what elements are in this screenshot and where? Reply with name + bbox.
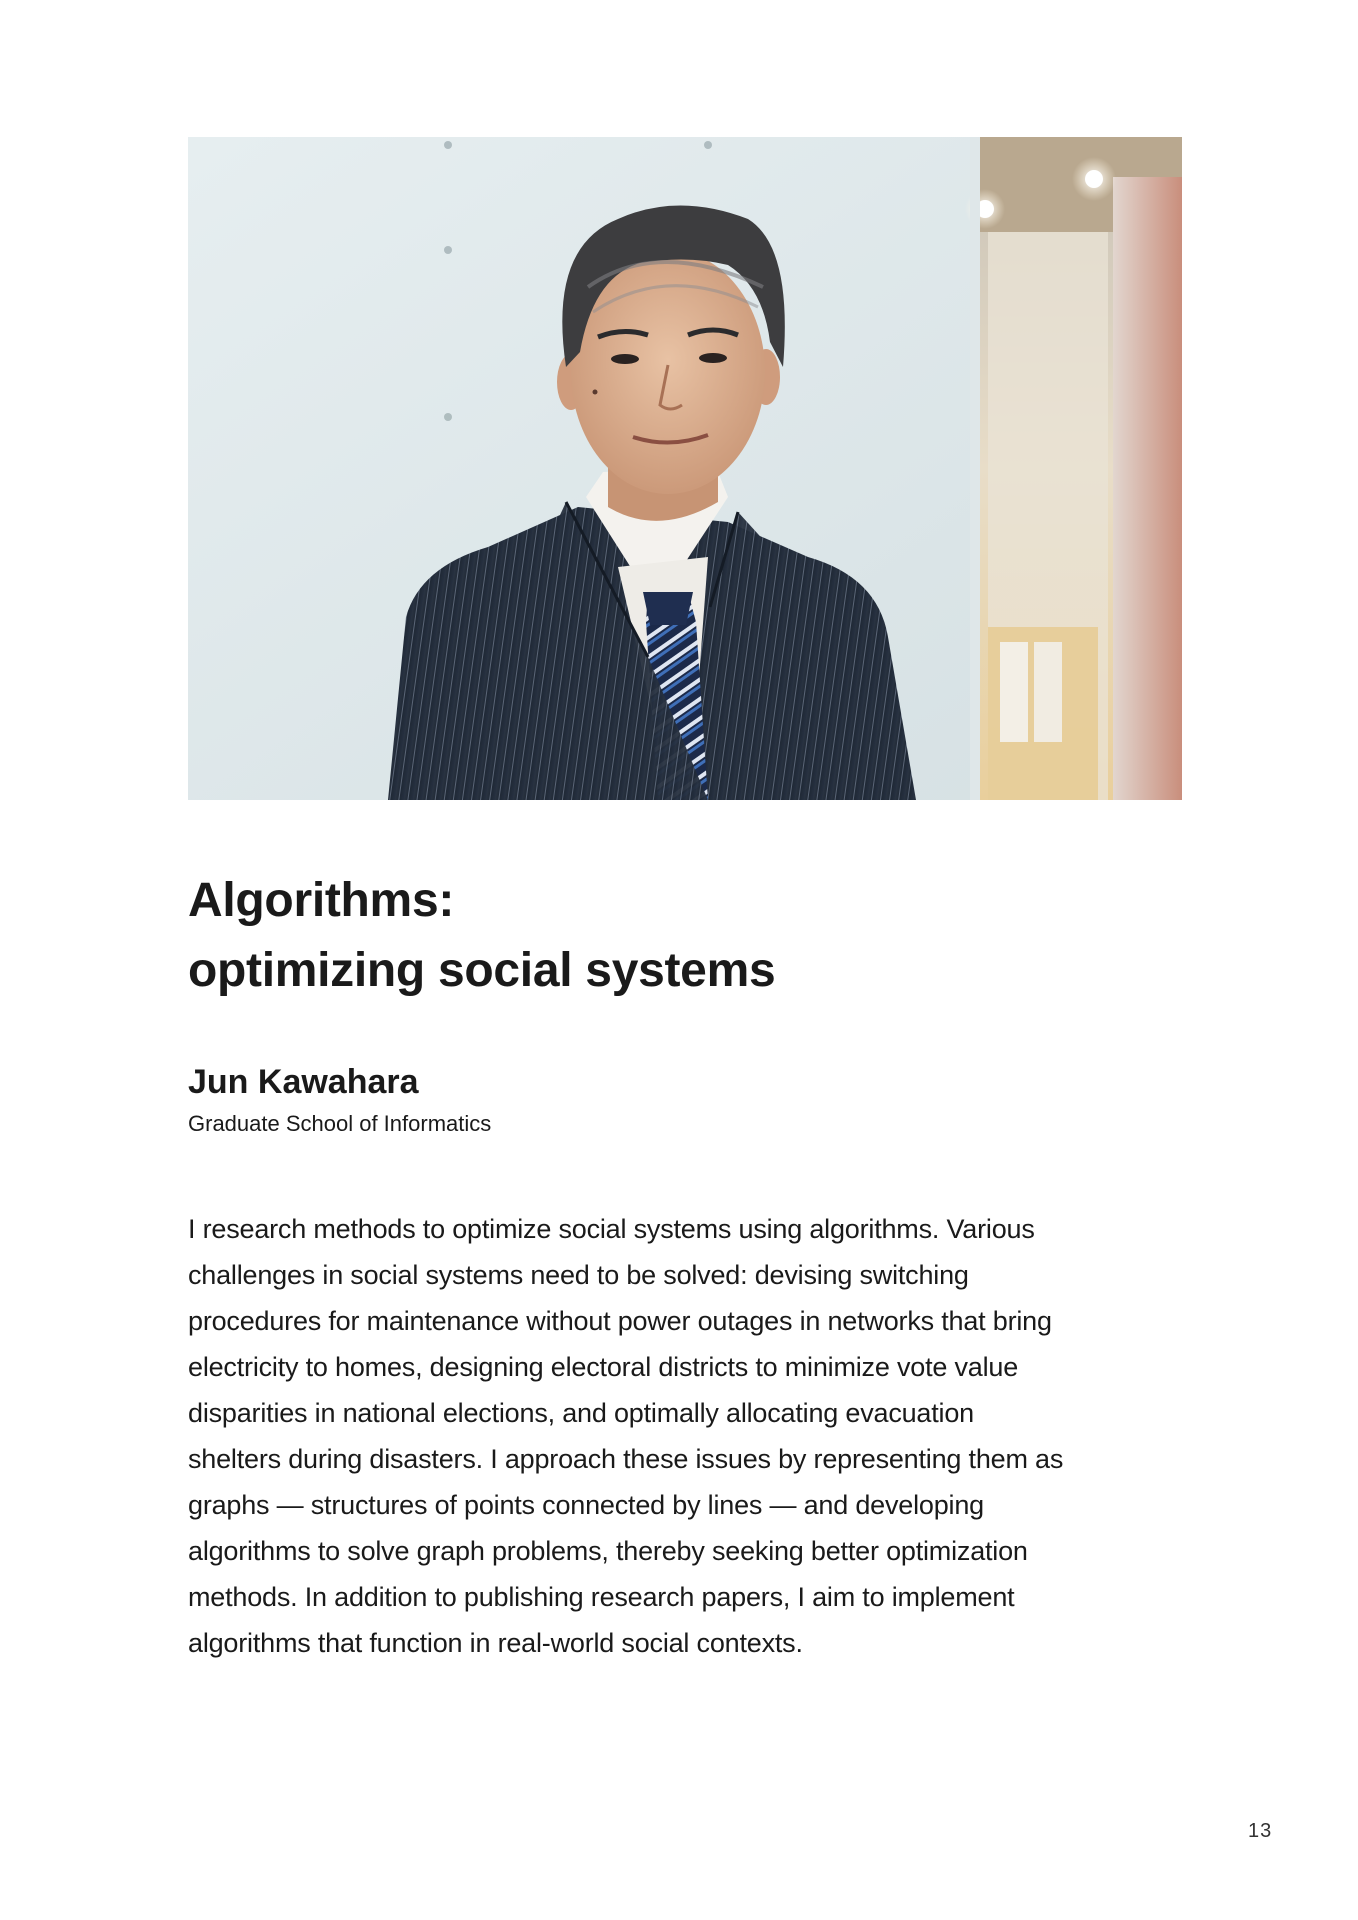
- title-line: optimizing social systems: [188, 944, 776, 997]
- body-line: methods. In addition to publishing research papers, I aim to implement: [188, 1582, 1015, 1612]
- page-number: 13: [1248, 1820, 1273, 1842]
- portrait-illustration: [188, 137, 1182, 800]
- article-title: [188, 866, 1178, 1006]
- body-line: challenges in social systems need to be solved: devising switching: [188, 1260, 969, 1290]
- body-line: algorithms that function in real-world social contexts.: [188, 1628, 803, 1658]
- body-line: graphs — structures of points connected by lines — and developing: [188, 1490, 984, 1520]
- article-body: [188, 1206, 1178, 1666]
- body-line: procedures for maintenance without power outages in networks that bring: [188, 1306, 1052, 1336]
- body-line: electricity to homes, designing electoral districts to minimize vote value: [188, 1352, 1019, 1382]
- author-affiliation: Graduate School of Informatics: [188, 1111, 492, 1136]
- body-line: shelters during disasters. I approach these issues by representing them as: [188, 1444, 1064, 1474]
- body-line: I research methods to optimize social systems using algorithms. Various: [188, 1214, 1035, 1244]
- body-line: disparities in national elections, and optimally allocating evacuation: [188, 1398, 974, 1428]
- title-line: Algorithms:: [188, 874, 455, 927]
- portrait-photo: [188, 137, 1182, 800]
- author-name: Jun Kawahara: [188, 1063, 419, 1101]
- body-line: algorithms to solve graph problems, thereby seeking better optimization: [188, 1536, 1028, 1566]
